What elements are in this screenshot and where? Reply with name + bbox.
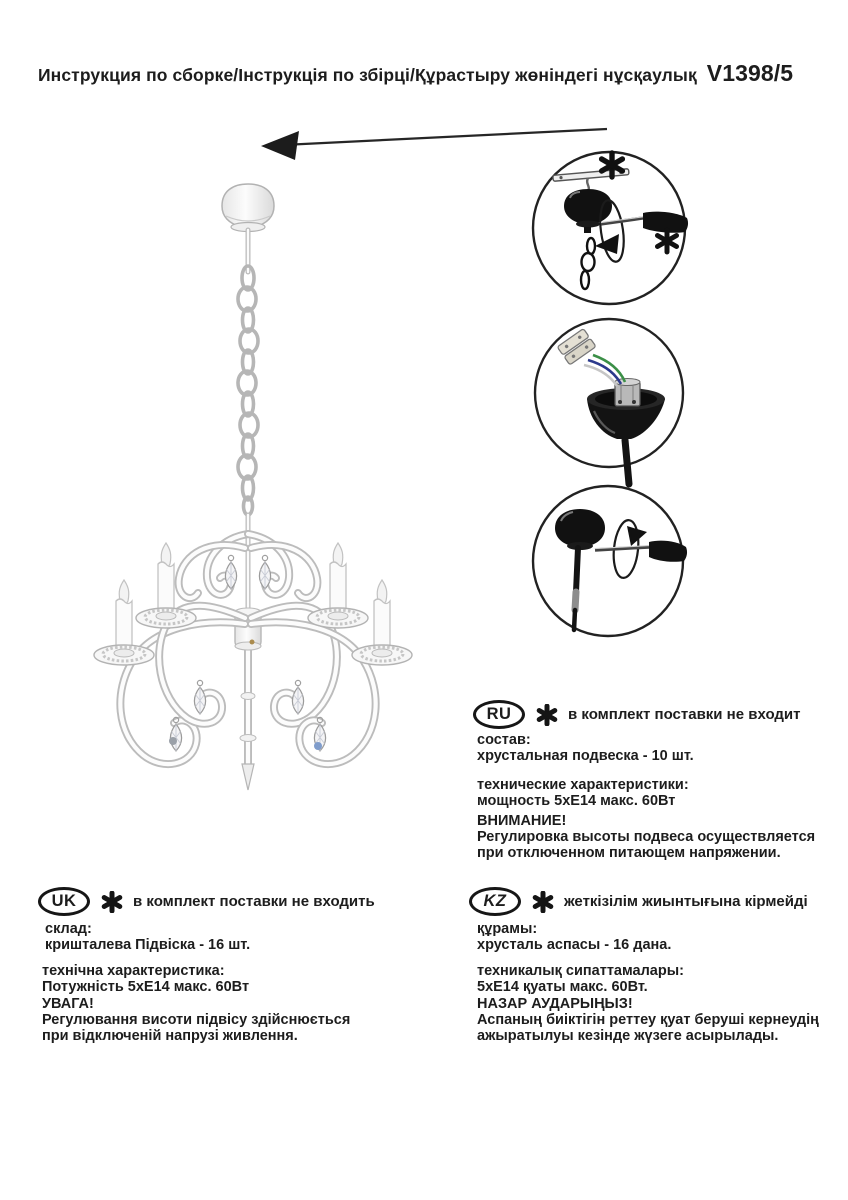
uk-warning: УВАГА! Регулювання висоти підвісу здійснюється при відключеній напрузі живлення. xyxy=(42,996,351,1044)
kz-warning: НАЗАР АУДАРЫҢЫЗ! Аспаның биіктігін реттеу қуат беруші кернеудің ажыратылуы кезінде жүзеге асырылады. xyxy=(477,996,819,1044)
not-included-note: жеткізілім жиынтығына кірмейді xyxy=(564,893,808,910)
mounting-detail-figure xyxy=(531,150,689,308)
not-included-note: в комплект поставки не входит xyxy=(568,706,801,723)
ceiling-canopy xyxy=(222,184,274,232)
wiring-detail-figure xyxy=(531,316,687,488)
kz-header xyxy=(469,887,808,916)
lang-badge-kz: KZ xyxy=(469,887,521,916)
asterisk-icon xyxy=(101,891,123,913)
central-stem xyxy=(240,515,256,790)
hanging-rod-icon xyxy=(625,440,629,484)
lang-badge-uk: UK xyxy=(38,887,90,916)
ru-specs: технические характеристики: мощность 5xE14 макс. 60Вт xyxy=(477,777,689,809)
ru-composition: состав: хрустальная подвеска - 10 шт. xyxy=(477,732,694,764)
ru-warning: ВНИМАНИЕ! Регулировка высоты подвеса осуществляется при отключенном питающем напряжении. xyxy=(477,813,816,861)
hanging-chain xyxy=(238,230,258,515)
title-text: Инструкция по сборке/Інструкція по збірці/Құрастыру жөніндегі нұсқаулық xyxy=(38,65,697,85)
asterisk-icon xyxy=(536,704,558,726)
uk-composition: склад: кришталева Підвіска - 16 шт. xyxy=(45,921,251,953)
not-included-note: в комплект поставки не входить xyxy=(133,893,375,910)
kz-composition: құрамы: хрусталь аспасы - 16 дана. xyxy=(477,921,672,953)
model-number: V1398/5 xyxy=(706,60,794,86)
uk-header xyxy=(38,887,375,916)
lang-badge-ru: RU xyxy=(473,700,525,729)
page-title xyxy=(38,60,838,87)
chandelier-photo xyxy=(55,166,455,801)
height-adjustment-detail-figure xyxy=(531,484,689,642)
uk-specs: технічна характеристика: Потужність 5xE14 макс. 60Вт xyxy=(42,963,250,995)
kz-specs: техникалық сипаттамалары: 5xE14 қуаты макс. 60Вт. xyxy=(477,963,684,995)
ru-header xyxy=(473,700,801,729)
asterisk-icon xyxy=(532,891,554,913)
